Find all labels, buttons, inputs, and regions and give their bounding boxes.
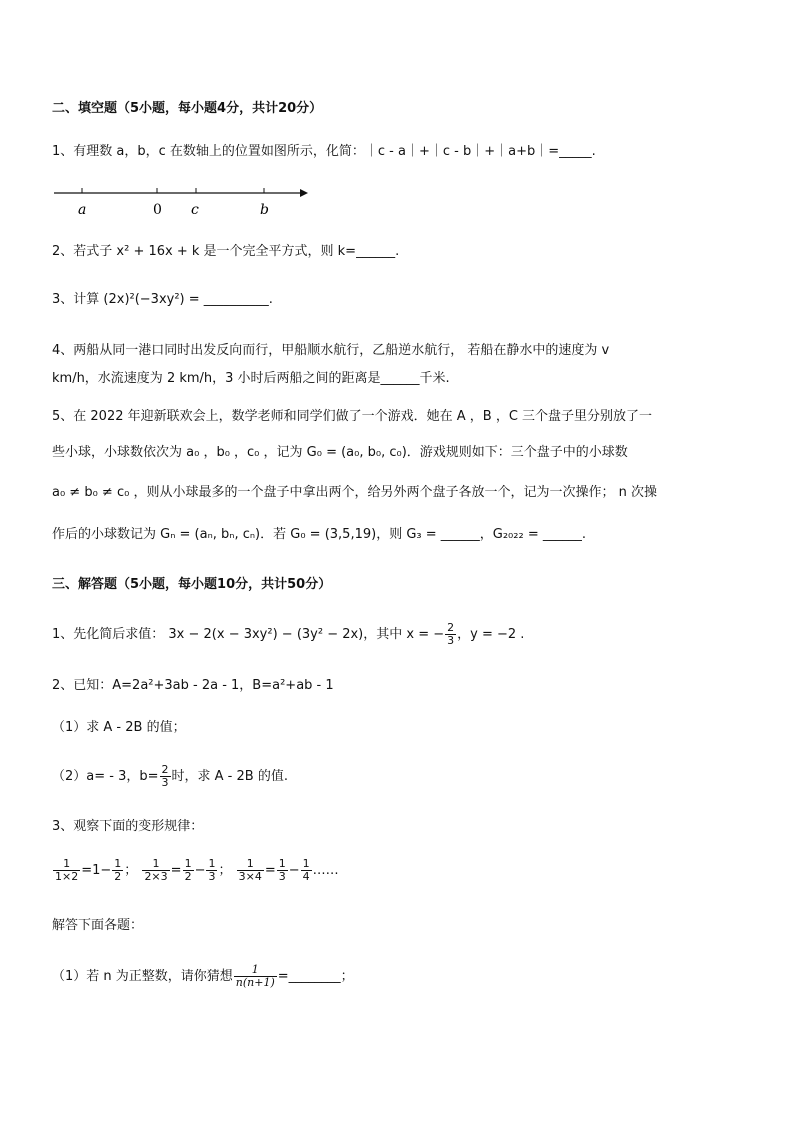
q5-line3: a₀ ≠ b₀ ≠ c₀ ，则从小球最多的一个盘子中拿出两个，给另外两个盘子各放一个，记为一次操作； n 次操 <box>52 485 657 500</box>
s3-q3-instructions: 解答下面各题： <box>52 918 144 933</box>
pattern-frac-2 <box>142 858 169 883</box>
pattern-frac-3 <box>237 858 264 883</box>
frac-numerator: 1 <box>302 857 310 870</box>
frac-denominator: 3×4 <box>238 870 262 883</box>
frac-numerator: 1 <box>208 857 216 870</box>
pattern-frac-2-b <box>206 858 217 883</box>
s3-q1-prefix: 1、先化简后求值： 3x − 2(x − 3xy²) − (3y² − 2x)，其中 x = − <box>52 627 445 642</box>
frac-numerator: 1 <box>237 858 264 871</box>
pattern-text: − <box>288 863 300 878</box>
frac-numerator: 1 <box>278 857 286 870</box>
q4-line2: km/h，水流速度为 2 km/h，3 小时后两船之间的距离是______千米. <box>52 371 450 386</box>
frac-numerator: 1 <box>184 857 192 870</box>
s3-q3-part1-prefix: （1）若 n 为正整数，请你猜想 <box>52 969 233 984</box>
frac-denominator: 3 <box>208 870 216 883</box>
s3-q3-part1 <box>52 964 354 989</box>
pattern-text: = <box>170 863 182 878</box>
pattern-text: =1− <box>81 863 112 878</box>
frac-denominator: 3 <box>278 870 286 883</box>
section2-heading: 二、填空题（5小题，每小题4分，共计20分） <box>52 101 323 116</box>
frac-denominator: 2×3 <box>144 870 168 883</box>
q5-line2: 些小球，小球数依次为 a₀ ，b₀ ，c₀ ，记为 G₀ = (a₀, b₀, c₀)．游戏规则如下：三个盘子中的小球数 <box>52 445 628 460</box>
frac-numerator: 2 <box>161 763 169 776</box>
frac-denominator: 2 <box>114 870 122 883</box>
s3-q2-part2 <box>52 764 288 789</box>
s3-q3: 3、观察下面的变形规律： <box>52 819 204 834</box>
pattern-text: = <box>264 863 276 878</box>
s3-q1 <box>52 622 524 647</box>
pattern-frac-1-rhs <box>112 858 123 883</box>
s3-q3-part1-suffix: =________； <box>277 969 354 984</box>
label-c: c <box>191 202 199 218</box>
s3-q2-part1: （1）求 A - 2B 的值； <box>52 720 186 735</box>
label-0: 0 <box>153 202 162 218</box>
s3-q3-pattern <box>52 858 339 883</box>
pattern-frac-1 <box>53 858 80 883</box>
number-line-arrow <box>300 189 308 197</box>
s3-q1-suffix: ，y = −2 . <box>457 627 525 642</box>
frac-denominator: 3 <box>447 634 455 647</box>
label-a: a <box>78 202 87 218</box>
q5-line1: 5、在 2022 年迎新联欢会上，数学老师和同学们做了一个游戏．她在 A ，B ，C 三个盘子里分别放了一 <box>52 409 653 424</box>
q4-line1: 4、两船从同一港口同时出发反向而行，甲船顺水航行，乙船逆水航行， 若船在静水中的速度为 v <box>52 343 610 358</box>
frac-numerator: 1 <box>234 964 277 977</box>
s3-q2: 2、已知：A=2a²+3ab - 2a - 1，B=a²+ab - 1 <box>52 678 334 693</box>
section3-heading: 三、解答题（5小题，每小题10分，共计50分） <box>52 577 332 592</box>
q1-text: 1、有理数 a，b，c 在数轴上的位置如图所示，化简：｜c - a｜+｜c - b｜+｜a+b｜=_____. <box>52 144 596 159</box>
label-b: b <box>260 202 269 218</box>
frac-numerator: 1 <box>114 857 122 870</box>
frac-denominator: n(n+1) <box>235 976 275 989</box>
s3-q1-fraction <box>445 622 456 647</box>
pattern-separator: ； <box>124 863 138 878</box>
frac-denominator: 2 <box>184 870 192 883</box>
q2-text: 2、若式子 x² + 16x + k 是一个完全平方式，则 k=______. <box>52 244 400 259</box>
s3-q3-fraction <box>234 964 277 989</box>
s3-q2-part2-prefix: （2）a= - 3，b= <box>52 769 159 784</box>
frac-denominator: 1×2 <box>55 870 79 883</box>
frac-denominator: 4 <box>302 870 310 883</box>
s3-q2-fraction <box>160 764 171 789</box>
pattern-ellipsis: …… <box>312 863 339 878</box>
pattern-text: − <box>194 863 206 878</box>
number-line <box>52 180 314 220</box>
pattern-frac-2-a <box>183 858 194 883</box>
q5-line4: 作后的小球数记为 Gₙ = (aₙ, bₙ, cₙ)．若 G₀ = (3,5,19)，则 G₃ = ______，G₂₀₂₂ = ______. <box>52 527 586 542</box>
frac-numerator: 1 <box>142 858 169 871</box>
q3-text: 3、计算 (2x)²(−3xy²) = __________. <box>52 292 273 307</box>
frac-numerator: 1 <box>53 858 80 871</box>
s3-q2-part2-suffix: 时，求 A - 2B 的值. <box>171 769 288 784</box>
pattern-separator: ； <box>218 863 232 878</box>
pattern-frac-3-a <box>277 858 288 883</box>
frac-numerator: 2 <box>447 621 455 634</box>
pattern-frac-3-b <box>301 858 312 883</box>
frac-denominator: 3 <box>161 776 169 789</box>
